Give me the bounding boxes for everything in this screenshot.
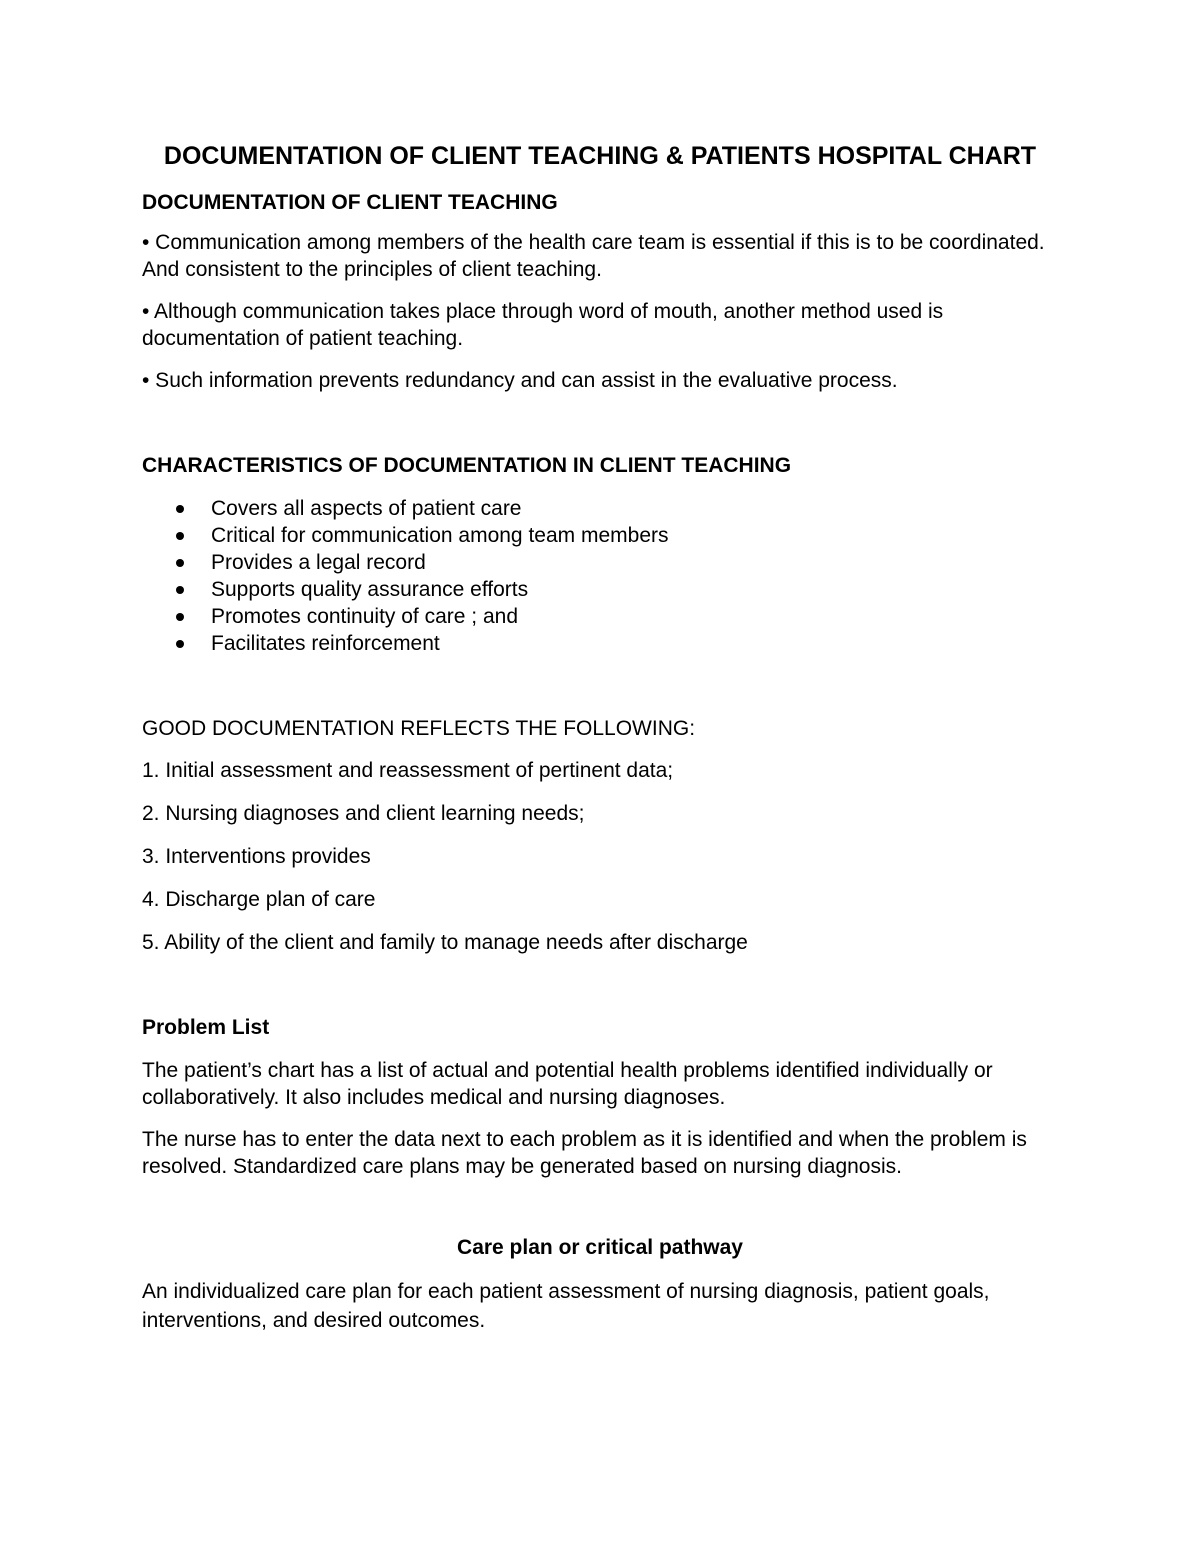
paragraph: The patient’s chart has a list of actual and potential health problems identified individually or collaboratively. It also includes medical and nursing diagnoses. (142, 1059, 993, 1109)
list-item: Supports quality assurance efforts (142, 576, 1058, 603)
paragraph: • Communication among members of the health care team is essential if this is to be coordinated. And consistent to the principles of client teaching. (142, 231, 1045, 281)
numbered-item: 2. Nursing diagnoses and client learning needs; (142, 802, 585, 825)
section-heading-problem-list: Problem List (142, 1016, 270, 1039)
list-item: Facilitates reinforcement (142, 630, 1058, 657)
bullet-icon (176, 613, 184, 621)
numbered-item: 3. Interventions provides (142, 845, 371, 868)
bullet-icon (176, 559, 184, 567)
section-heading-good-documentation: GOOD DOCUMENTATION REFLECTS THE FOLLOWING: (142, 717, 696, 740)
section-heading-characteristics: CHARACTERISTICS OF DOCUMENTATION IN CLIENT TEACHING (142, 454, 792, 477)
numbered-item: 4. Discharge plan of care (142, 888, 376, 911)
bullet-icon (176, 640, 184, 648)
section-heading-care-plan: Care plan or critical pathway (457, 1236, 743, 1259)
characteristics-list (142, 495, 1058, 657)
paragraph: • Such information prevents redundancy and can assist in the evaluative process. (142, 369, 898, 392)
numbered-item: 5. Ability of the client and family to manage needs after discharge (142, 931, 748, 954)
paragraph: An individualized care plan for each patient assessment of nursing diagnosis, patient goals, interventions, and desired outcomes. (142, 1280, 990, 1332)
list-item: Critical for communication among team members (142, 522, 1058, 549)
document-page (142, 140, 1058, 1350)
bullet-icon (176, 586, 184, 594)
section-heading-client-teaching: DOCUMENTATION OF CLIENT TEACHING (142, 191, 558, 214)
bullet-icon (176, 532, 184, 540)
numbered-item: 1. Initial assessment and reassessment of pertinent data; (142, 759, 674, 782)
list-item: Covers all aspects of patient care (142, 495, 1058, 522)
document-title: DOCUMENTATION OF CLIENT TEACHING & PATIENTS HOSPITAL CHART (163, 142, 1037, 170)
bullet-icon (176, 505, 184, 513)
paragraph: The nurse has to enter the data next to each problem as it is identified and when the problem is resolved. Standardized care plans may be generated based on nursing diagnosis. (142, 1128, 1027, 1178)
paragraph: • Although communication takes place through word of mouth, another method used is documentation of patient teaching. (142, 300, 944, 350)
list-item: Promotes continuity of care ; and (142, 603, 1058, 630)
list-item: Provides a legal record (142, 549, 1058, 576)
